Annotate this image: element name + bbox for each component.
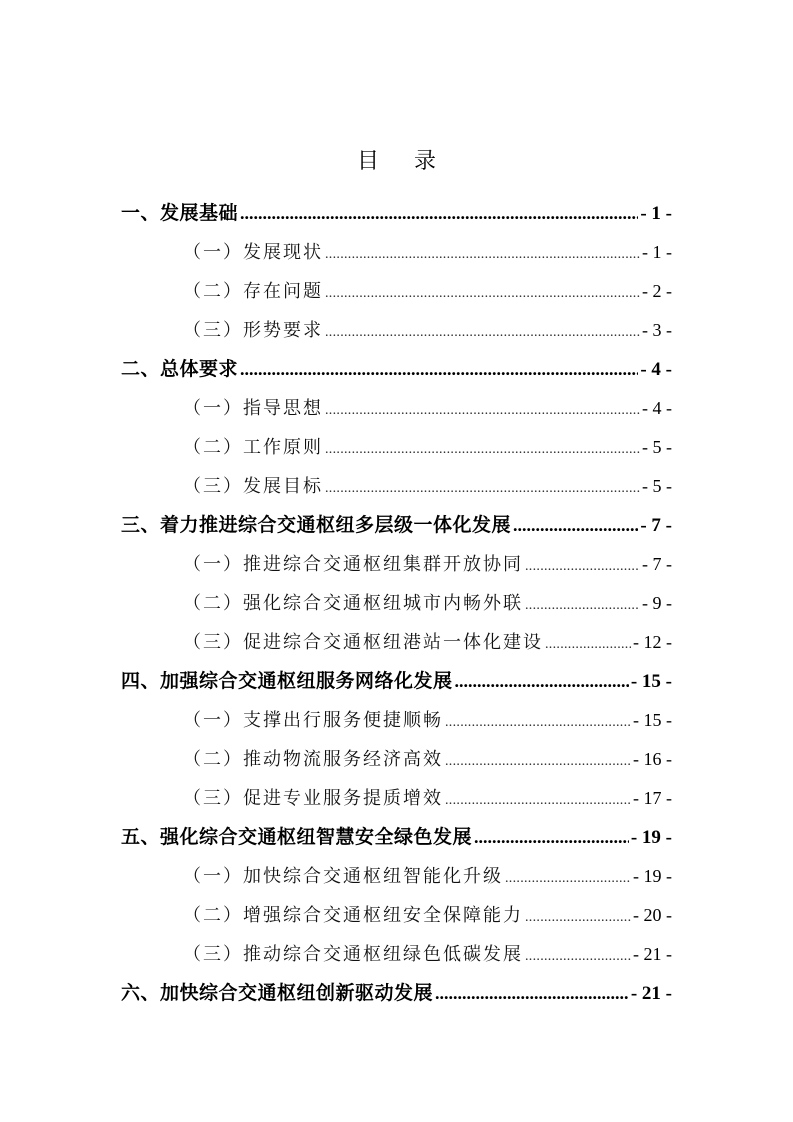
toc-page-number: - 4 - — [640, 359, 672, 380]
toc-entry-label: （三）促进专业服务提质增效 — [183, 788, 443, 809]
toc-dot-leader — [240, 195, 638, 231]
toc-subsection-entry[interactable] — [183, 780, 672, 816]
toc-page-number: - 20 - — [633, 905, 672, 925]
toc-dot-leader — [445, 705, 631, 741]
toc-entry-label: 四、加强综合交通枢纽服务网络化发展 — [121, 670, 453, 692]
toc-entry-label: （二）存在问题 — [183, 281, 323, 302]
toc-entry-label: （一）支撑出行服务便捷顺畅 — [183, 710, 443, 731]
toc-subsection-entry[interactable] — [183, 429, 672, 465]
toc-subsection-entry[interactable] — [183, 546, 672, 582]
toc-subsection-entry[interactable] — [183, 702, 672, 738]
toc-page-number: - 21 - — [630, 983, 672, 1004]
toc-dot-leader — [525, 549, 640, 585]
toc-dot-leader — [325, 393, 640, 429]
toc-section-entry[interactable] — [121, 195, 672, 231]
toc-entry-label: （三）促进综合交通枢纽港站一体化建设 — [183, 632, 543, 653]
toc-dot-leader — [445, 744, 631, 780]
toc-page-number: - 1 - — [640, 203, 672, 224]
toc-subsection-entry[interactable] — [183, 312, 672, 348]
toc-section-entry[interactable] — [121, 819, 672, 855]
toc-dot-leader — [525, 900, 631, 936]
toc-subsection-entry[interactable] — [183, 858, 672, 894]
toc-page-number: - 17 - — [633, 788, 672, 808]
toc-entry-label: （二）增强综合交通枢纽安全保障能力 — [183, 905, 523, 926]
toc-entry-label: 一、发展基础 — [121, 202, 239, 224]
toc-dot-leader — [545, 627, 631, 663]
toc-page-number: - 19 - — [633, 866, 672, 886]
toc-page-number: - 7 - — [642, 554, 672, 574]
toc-subsection-entry[interactable] — [183, 936, 672, 972]
toc-subsection-entry[interactable] — [183, 741, 672, 777]
toc-entry-label: （三）发展目标 — [183, 476, 323, 497]
toc-dot-leader — [525, 588, 640, 624]
toc-dot-leader — [474, 819, 629, 855]
toc-subsection-entry[interactable] — [183, 624, 672, 660]
toc-page-number: - 16 - — [633, 749, 672, 769]
toc-entry-label: 二、总体要求 — [121, 358, 239, 380]
toc-section-entry[interactable] — [121, 507, 672, 543]
toc-subsection-entry[interactable] — [183, 273, 672, 309]
toc-page-number: - 15 - — [633, 710, 672, 730]
toc-page-number: - 15 - — [630, 671, 672, 692]
toc-dot-leader — [240, 351, 638, 387]
toc-subsection-entry[interactable] — [183, 585, 672, 621]
toc-entry-label: （一）指导思想 — [183, 398, 323, 419]
toc-entry-label: （三）推动综合交通枢纽绿色低碳发展 — [183, 944, 523, 965]
toc-entry-label: （二）推动物流服务经济高效 — [183, 749, 443, 770]
toc-page-number: - 7 - — [640, 515, 672, 536]
toc-page-number: - 4 - — [642, 398, 672, 418]
toc-entry-label: （二）工作原则 — [183, 437, 323, 458]
toc-entry-label: （三）形势要求 — [183, 320, 323, 341]
toc-section-entry[interactable] — [121, 351, 672, 387]
toc-section-entry[interactable] — [121, 663, 672, 699]
toc-page-number: - 9 - — [642, 593, 672, 613]
toc-page-number: - 3 - — [642, 320, 672, 340]
toc-entry-label: 三、着力推进综合交通枢纽多层级一体化发展 — [121, 514, 512, 536]
toc-dot-leader — [513, 507, 638, 543]
toc-page-number: - 1 - — [642, 242, 672, 262]
toc-page-number: - 2 - — [642, 281, 672, 301]
toc-dot-leader — [505, 861, 631, 897]
toc-entry-label: （一）发展现状 — [183, 242, 323, 263]
toc-entry-label: 六、加快综合交通枢纽创新驱动发展 — [121, 982, 434, 1004]
toc-dot-leader — [325, 432, 640, 468]
toc-entry-label: （一）推进综合交通枢纽集群开放协同 — [183, 554, 523, 575]
toc-dot-leader — [325, 315, 640, 351]
toc-dot-leader — [435, 975, 629, 1011]
toc-entry-label: （一）加快综合交通枢纽智能化升级 — [183, 866, 503, 887]
toc-entry-label: 五、强化综合交通枢纽智慧安全绿色发展 — [121, 826, 473, 848]
toc-page-number: - 5 - — [642, 437, 672, 457]
toc-subsection-entry[interactable] — [183, 468, 672, 504]
toc-dot-leader — [325, 276, 640, 312]
toc-dot-leader — [325, 237, 640, 273]
toc-page-number: - 12 - — [633, 632, 672, 652]
toc-subsection-entry[interactable] — [183, 234, 672, 270]
toc-dot-leader — [455, 663, 629, 699]
toc-dot-leader — [445, 783, 631, 819]
toc-page-number: - 21 - — [633, 944, 672, 964]
toc-subsection-entry[interactable] — [183, 390, 672, 426]
toc-dot-leader — [525, 939, 631, 975]
toc-entry-label: （二）强化综合交通枢纽城市内畅外联 — [183, 593, 523, 614]
toc-dot-leader — [325, 471, 640, 507]
toc-page-number: - 19 - — [630, 827, 672, 848]
toc-section-entry[interactable] — [121, 975, 672, 1011]
toc-subsection-entry[interactable] — [183, 897, 672, 933]
toc-title: 目 录 — [357, 149, 450, 174]
toc-page-number: - 5 - — [642, 476, 672, 496]
